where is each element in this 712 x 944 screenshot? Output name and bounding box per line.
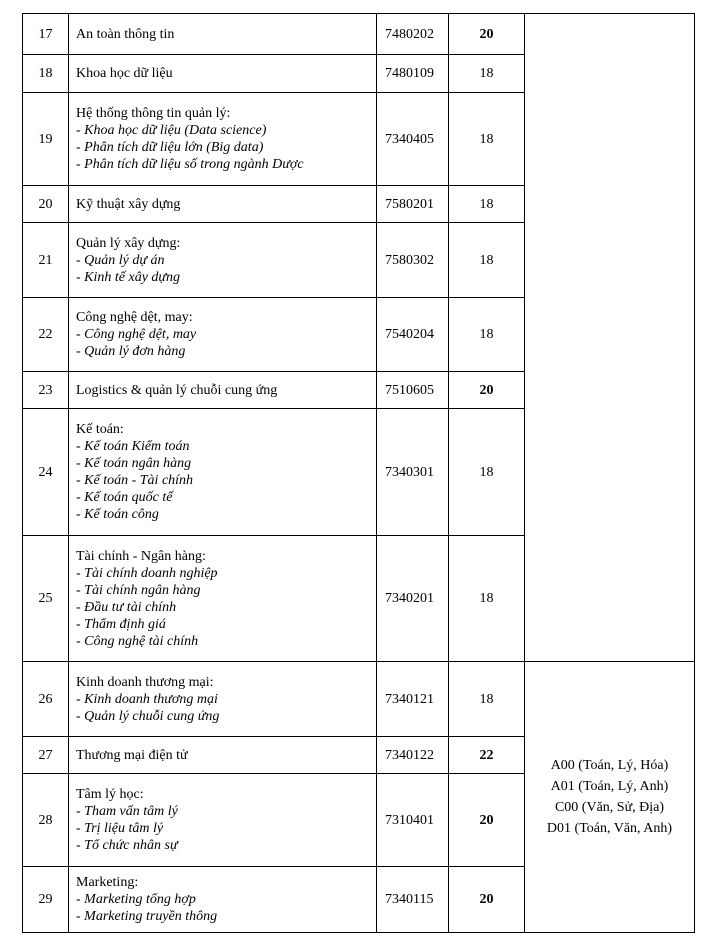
admission-table <box>22 13 695 933</box>
major-name <box>69 298 377 372</box>
major-title: Kế toán: <box>76 422 124 437</box>
subject-combinations <box>525 662 695 933</box>
major-code: 7540204 <box>377 298 449 372</box>
score: 18 <box>449 55 525 93</box>
major-title: Công nghệ dệt, may: <box>76 310 193 325</box>
major-name <box>69 536 377 662</box>
row-number: 22 <box>23 298 69 372</box>
specialization: - Kế toán Kiểm toán <box>76 439 190 454</box>
major-code: 7480109 <box>377 55 449 93</box>
row-number: 19 <box>23 93 69 186</box>
score: 18 <box>449 223 525 298</box>
specialization: - Đầu tư tài chính <box>76 599 177 615</box>
major-code: 7340405 <box>377 93 449 186</box>
combo-cell-empty <box>525 14 695 662</box>
major-name <box>69 867 377 933</box>
major-code: 7340121 <box>377 662 449 737</box>
major-name <box>69 774 377 867</box>
score: 20 <box>449 774 525 867</box>
row-number: 24 <box>23 409 69 536</box>
row-number: 26 <box>23 662 69 737</box>
major-code: 7340122 <box>377 737 449 774</box>
major-title: Thương mại điện tử <box>76 747 188 763</box>
major-code: 7510605 <box>377 372 449 409</box>
specialization: - Kế toán ngân hàng <box>76 456 192 471</box>
score: 18 <box>449 298 525 372</box>
major-title: Khoa học dữ liệu <box>76 66 173 81</box>
specialization: - Trị liệu tâm lý <box>76 821 164 836</box>
major-title: Tâm lý học: <box>76 787 144 802</box>
major-title: Logistics & quản lý chuỗi cung ứng <box>76 382 278 398</box>
combo-a00: A00 (Toán, Lý, Hóa) <box>550 758 669 773</box>
specialization: - Khoa học dữ liệu (Data science) <box>76 123 267 138</box>
score: 18 <box>449 536 525 662</box>
major-title: Kỹ thuật xây dựng <box>76 196 181 212</box>
specialization: - Quản lý dự án <box>76 252 165 268</box>
score: 18 <box>449 93 525 186</box>
major-code: 7340301 <box>377 409 449 536</box>
major-name <box>69 223 377 298</box>
score: 18 <box>449 409 525 536</box>
major-name <box>69 55 377 93</box>
major-name <box>69 14 377 55</box>
specialization: - Kế toán quốc tế <box>76 490 173 505</box>
major-name <box>69 186 377 223</box>
major-title: Kinh doanh thương mại: <box>76 674 214 690</box>
specialization: - Quản lý đơn hàng <box>76 344 186 359</box>
specialization: - Công nghệ tài chính <box>76 633 199 649</box>
major-name <box>69 737 377 774</box>
row-number: 25 <box>23 536 69 662</box>
row-number: 23 <box>23 372 69 409</box>
row-number: 18 <box>23 55 69 93</box>
table-body <box>23 14 695 933</box>
row-number: 29 <box>23 867 69 933</box>
major-code: 7580302 <box>377 223 449 298</box>
score: 20 <box>449 372 525 409</box>
specialization: - Marketing tổng hợp <box>76 892 196 907</box>
specialization: - Marketing truyền thông <box>76 909 218 924</box>
major-code: 7340115 <box>377 867 449 933</box>
specialization: - Tổ chức nhân sự <box>76 838 178 853</box>
combo-a01: A01 (Toán, Lý, Anh) <box>550 779 669 794</box>
major-name <box>69 662 377 737</box>
major-title: An toàn thông tin <box>76 26 175 42</box>
specialization: - Tài chính ngân hàng <box>76 582 201 598</box>
score: 18 <box>449 662 525 737</box>
major-code: 7310401 <box>377 774 449 867</box>
specialization: - Thẩm định giá <box>76 616 166 632</box>
row-number: 17 <box>23 14 69 55</box>
major-code: 7580201 <box>377 186 449 223</box>
major-code: 7340201 <box>377 536 449 662</box>
row-number: 27 <box>23 737 69 774</box>
row-number: 21 <box>23 223 69 298</box>
specialization: - Kế toán - Tài chính <box>76 473 194 488</box>
score: 20 <box>449 14 525 55</box>
major-name <box>69 93 377 186</box>
major-name <box>69 372 377 409</box>
table-row <box>23 662 695 737</box>
major-title: Hệ thống thông tin quản lý: <box>76 106 231 121</box>
combo-c00: C00 (Văn, Sử, Địa) <box>554 800 665 815</box>
specialization: - Công nghệ dệt, may <box>76 327 197 342</box>
row-number: 28 <box>23 774 69 867</box>
score: 18 <box>449 186 525 223</box>
specialization: - Phân tích dữ liệu số trong ngành Dược <box>76 157 304 172</box>
specialization: - Tài chính doanh nghiệp <box>76 565 218 581</box>
major-title: Tài chính - Ngân hàng: <box>76 548 206 564</box>
table-row <box>23 14 695 55</box>
specialization: - Quản lý chuỗi cung ứng <box>76 708 220 724</box>
specialization: - Kinh tế xây dựng <box>76 269 181 285</box>
combo-d01: D01 (Toán, Văn, Anh) <box>546 821 673 836</box>
major-title: Marketing: <box>76 875 139 890</box>
major-name <box>69 409 377 536</box>
score: 22 <box>449 737 525 774</box>
specialization: - Tham vấn tâm lý <box>76 804 178 819</box>
specialization: - Kinh doanh thương mại <box>76 691 218 707</box>
major-code: 7480202 <box>377 14 449 55</box>
row-number: 20 <box>23 186 69 223</box>
score: 20 <box>449 867 525 933</box>
specialization: - Kế toán công <box>76 507 159 522</box>
major-title: Quản lý xây dựng: <box>76 235 181 251</box>
specialization: - Phân tích dữ liệu lớn (Big data) <box>76 140 264 155</box>
